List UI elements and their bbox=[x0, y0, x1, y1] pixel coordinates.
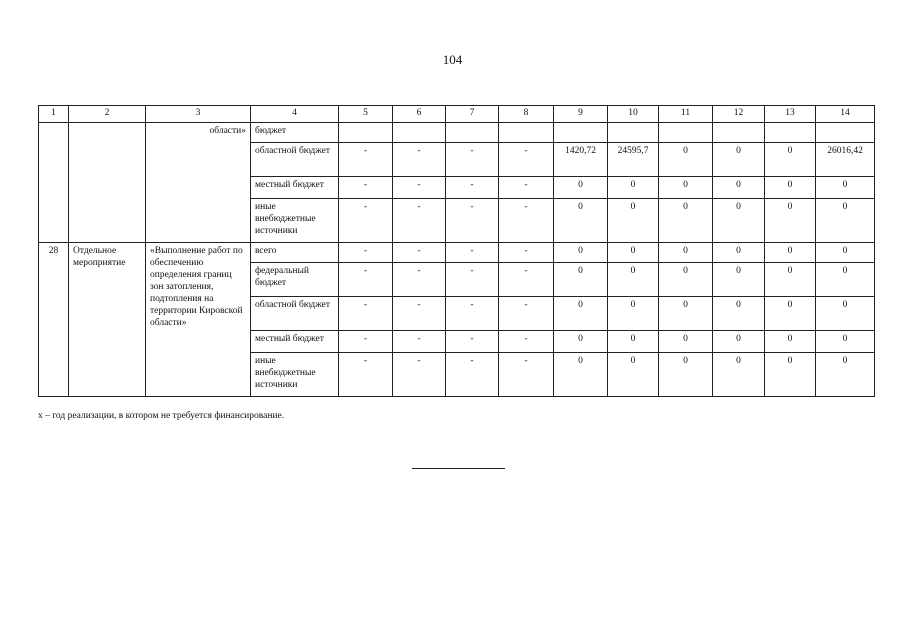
event-name-cell: «Выполнение работ по обеспечению определения границ зон затопления, подтопления на территории Кировской области» bbox=[146, 243, 251, 397]
header-cell: 1 bbox=[39, 106, 69, 123]
value-cell: - bbox=[446, 243, 499, 263]
event-type-cell: Отдельное мероприятие bbox=[69, 243, 146, 397]
value-cell: 0 bbox=[713, 297, 765, 331]
header-cell: 5 bbox=[339, 106, 393, 123]
value-cell: - bbox=[446, 297, 499, 331]
header-row bbox=[39, 106, 875, 123]
page-number: 104 bbox=[442, 52, 463, 67]
value-cell: 0 bbox=[713, 199, 765, 243]
value-cell: 0 bbox=[816, 353, 875, 397]
funding-source-cell: местный бюджет bbox=[251, 177, 339, 199]
end-rule bbox=[412, 468, 505, 469]
value-cell: 0 bbox=[554, 353, 608, 397]
value-cell: - bbox=[446, 353, 499, 397]
value-cell: 0 bbox=[765, 199, 816, 243]
value-cell: 0 bbox=[608, 177, 659, 199]
budget-table bbox=[38, 105, 875, 397]
value-cell: - bbox=[393, 353, 446, 397]
value-cell: - bbox=[393, 263, 446, 297]
value-cell: - bbox=[393, 243, 446, 263]
header-cell: 7 bbox=[446, 106, 499, 123]
value-cell: 0 bbox=[713, 263, 765, 297]
value-cell: 0 bbox=[608, 263, 659, 297]
value-cell: 0 bbox=[765, 353, 816, 397]
value-cell: 0 bbox=[765, 143, 816, 177]
value-cell bbox=[713, 123, 765, 143]
funding-source-cell: бюджет bbox=[251, 123, 339, 143]
value-cell: 0 bbox=[659, 143, 713, 177]
value-cell: - bbox=[499, 263, 554, 297]
value-cell: 0 bbox=[608, 353, 659, 397]
header-cell: 9 bbox=[554, 106, 608, 123]
value-cell: - bbox=[393, 199, 446, 243]
value-cell: - bbox=[339, 353, 393, 397]
value-cell: 0 bbox=[713, 243, 765, 263]
funding-source-cell: иные внебюджетные источники bbox=[251, 353, 339, 397]
row-number-cell: 28 bbox=[39, 243, 69, 397]
value-cell: 0 bbox=[608, 199, 659, 243]
value-cell: 0 bbox=[659, 331, 713, 353]
value-cell: 0 bbox=[765, 177, 816, 199]
value-cell: 24595,7 bbox=[608, 143, 659, 177]
table-row bbox=[39, 123, 875, 143]
value-cell: - bbox=[393, 143, 446, 177]
value-cell: 0 bbox=[659, 243, 713, 263]
value-cell: 0 bbox=[554, 199, 608, 243]
value-cell: 0 bbox=[608, 297, 659, 331]
value-cell: - bbox=[499, 243, 554, 263]
value-cell: 0 bbox=[554, 263, 608, 297]
value-cell: - bbox=[499, 297, 554, 331]
value-cell: 0 bbox=[659, 263, 713, 297]
value-cell: - bbox=[446, 263, 499, 297]
funding-source-cell: иные внебюджетные источники bbox=[251, 199, 339, 243]
value-cell: 0 bbox=[713, 353, 765, 397]
value-cell: 0 bbox=[816, 199, 875, 243]
row-number-cell bbox=[39, 123, 69, 243]
value-cell bbox=[499, 123, 554, 143]
value-cell: 0 bbox=[659, 297, 713, 331]
value-cell bbox=[554, 123, 608, 143]
value-cell bbox=[765, 123, 816, 143]
value-cell: - bbox=[393, 177, 446, 199]
value-cell: 1420,72 bbox=[554, 143, 608, 177]
value-cell bbox=[608, 123, 659, 143]
value-cell: 0 bbox=[554, 243, 608, 263]
header-cell: 8 bbox=[499, 106, 554, 123]
value-cell: - bbox=[499, 177, 554, 199]
value-cell: 0 bbox=[765, 263, 816, 297]
value-cell: 0 bbox=[765, 243, 816, 263]
value-cell: 0 bbox=[816, 177, 875, 199]
funding-source-cell: федеральный бюджет bbox=[251, 263, 339, 297]
value-cell: - bbox=[499, 353, 554, 397]
value-cell: - bbox=[446, 177, 499, 199]
header-cell: 11 bbox=[659, 106, 713, 123]
value-cell bbox=[816, 123, 875, 143]
value-cell: 0 bbox=[713, 177, 765, 199]
value-cell: - bbox=[339, 177, 393, 199]
value-cell: 0 bbox=[765, 331, 816, 353]
value-cell: 0 bbox=[816, 243, 875, 263]
value-cell: 0 bbox=[713, 331, 765, 353]
header-cell: 4 bbox=[251, 106, 339, 123]
funding-source-cell: местный бюджет bbox=[251, 331, 339, 353]
value-cell: 26016,42 bbox=[816, 143, 875, 177]
event-name-cell: области» bbox=[146, 123, 251, 243]
funding-source-cell: областной бюджет bbox=[251, 143, 339, 177]
footnote: х – год реализации, в котором не требуется финансирование. bbox=[38, 411, 285, 421]
value-cell: - bbox=[339, 243, 393, 263]
header-cell: 3 bbox=[146, 106, 251, 123]
value-cell: 0 bbox=[554, 177, 608, 199]
value-cell: - bbox=[339, 331, 393, 353]
value-cell: 0 bbox=[816, 297, 875, 331]
value-cell: - bbox=[393, 331, 446, 353]
header-cell: 2 bbox=[69, 106, 146, 123]
value-cell bbox=[446, 123, 499, 143]
value-cell: 0 bbox=[659, 177, 713, 199]
header-cell: 14 bbox=[816, 106, 875, 123]
value-cell bbox=[659, 123, 713, 143]
header-cell: 13 bbox=[765, 106, 816, 123]
value-cell: 0 bbox=[765, 297, 816, 331]
value-cell: 0 bbox=[659, 353, 713, 397]
value-cell: 0 bbox=[554, 297, 608, 331]
value-cell: - bbox=[339, 263, 393, 297]
value-cell bbox=[393, 123, 446, 143]
value-cell: - bbox=[446, 143, 499, 177]
value-cell: 0 bbox=[816, 331, 875, 353]
value-cell: 0 bbox=[659, 199, 713, 243]
event-type-cell bbox=[69, 123, 146, 243]
table-row bbox=[39, 243, 875, 263]
value-cell: - bbox=[339, 199, 393, 243]
value-cell: - bbox=[499, 331, 554, 353]
value-cell: 0 bbox=[608, 331, 659, 353]
value-cell: - bbox=[446, 199, 499, 243]
value-cell: - bbox=[339, 143, 393, 177]
value-cell: 0 bbox=[608, 243, 659, 263]
value-cell: - bbox=[499, 143, 554, 177]
funding-source-cell: областной бюджет bbox=[251, 297, 339, 331]
header-cell: 10 bbox=[608, 106, 659, 123]
header-cell: 6 bbox=[393, 106, 446, 123]
value-cell: - bbox=[446, 331, 499, 353]
value-cell: 0 bbox=[713, 143, 765, 177]
value-cell: 0 bbox=[554, 331, 608, 353]
value-cell: - bbox=[393, 297, 446, 331]
value-cell: 0 bbox=[816, 263, 875, 297]
funding-source-cell: всего bbox=[251, 243, 339, 263]
value-cell bbox=[339, 123, 393, 143]
header-cell: 12 bbox=[713, 106, 765, 123]
value-cell: - bbox=[499, 199, 554, 243]
value-cell: - bbox=[339, 297, 393, 331]
